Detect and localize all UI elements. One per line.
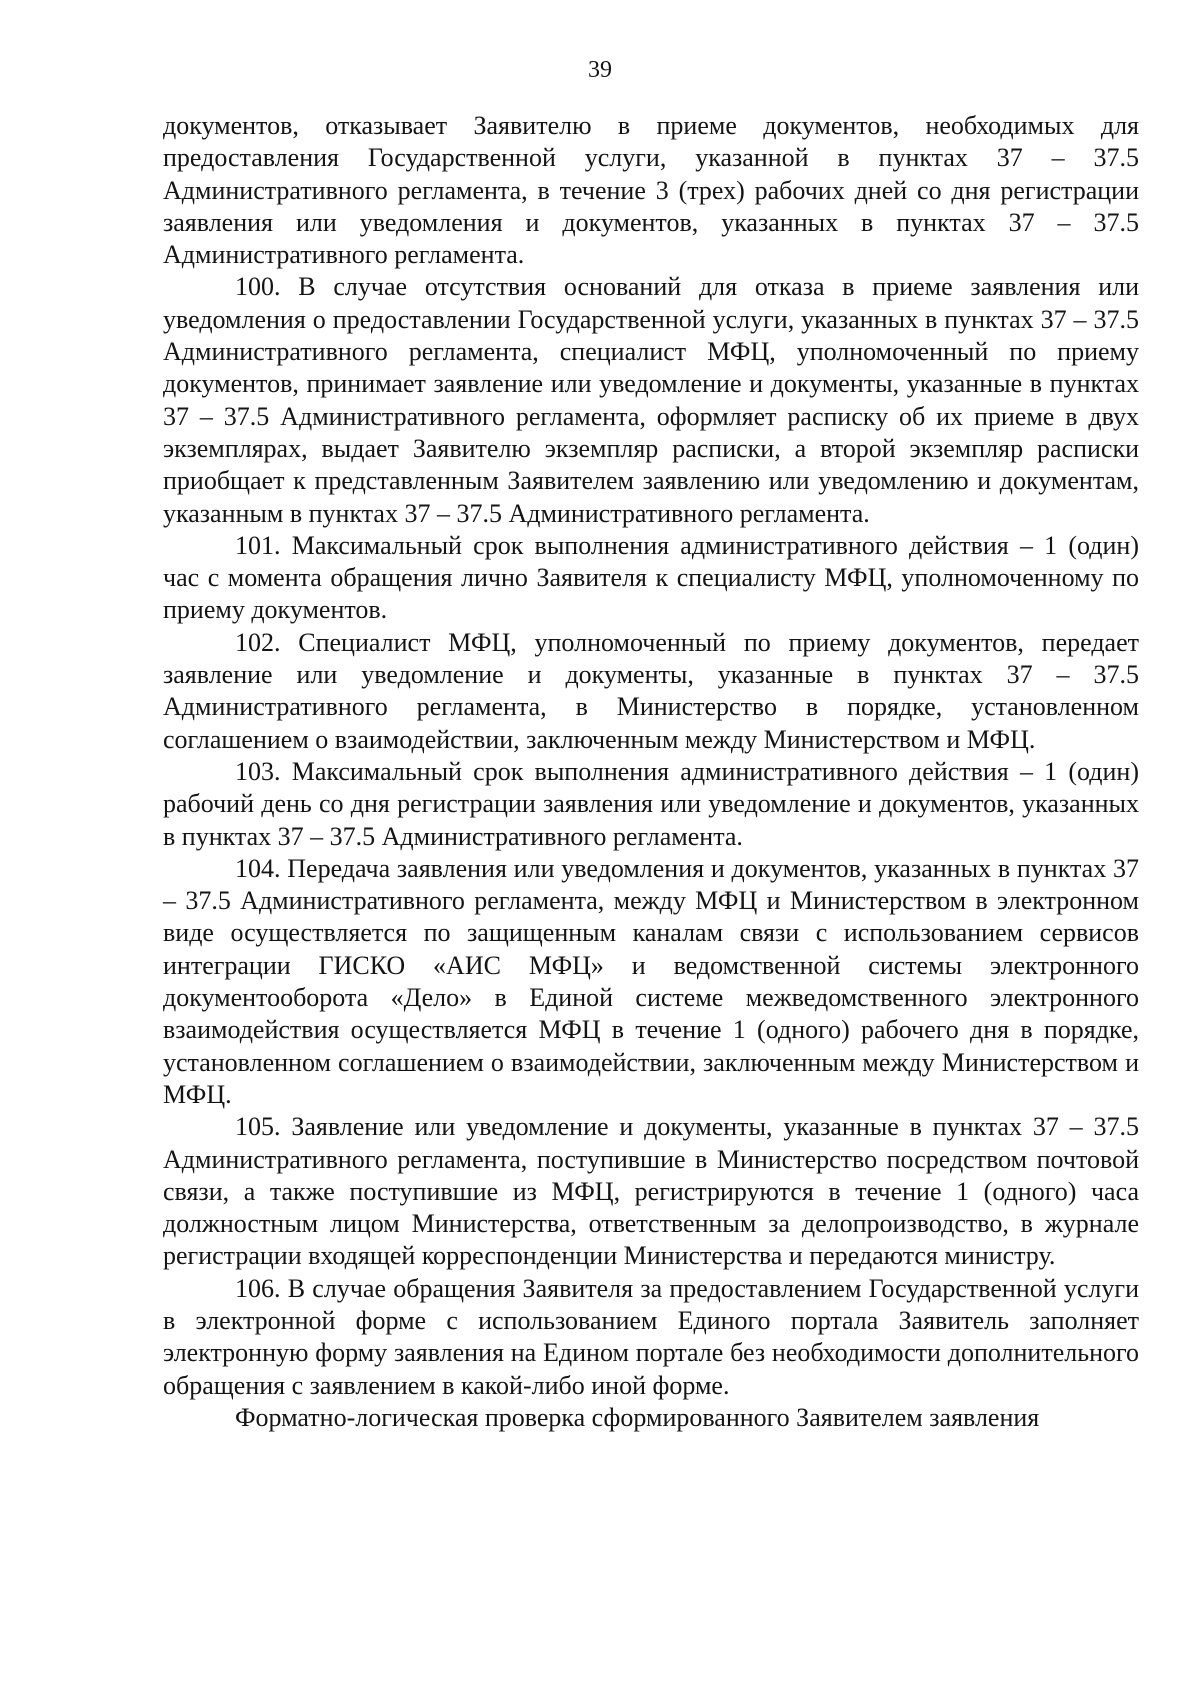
paragraph-format-check: Форматно-логическая проверка сформированного Заявителем заявления	[235, 1402, 1040, 1432]
paragraph-106: 106. В случае обращения Заявителя за предоставлением Государственной услуги в электронной форме с использованием Единого портала Заявитель заполняет электронную форму заявления на Едином портале без необходимости дополнительного обращения с заявлением в какой-либо иной форме.	[163, 1273, 1139, 1400]
paragraph-100: 100. В случае отсутствия оснований для отказа в приеме заявления или уведомления о предоставлении Государственной услуги, указанных в пунктах 37 – 37.5 Административного регламента, специалист МФЦ, уполномоченный по приему документов, принимает заявление или уведомление и документы, указанные в пунктах 37 – 37.5 Административного регламента, оформляет расписку об их приеме в двух экземплярах, выдает Заявителю экземпляр расписки, а второй экземпляр расписки приобщает к представленным Заявителем заявлению или уведомлению и документам, указанным в пунктах 37 – 37.5 Административного регламента.	[163, 272, 1139, 528]
paragraph-105: 105. Заявление или уведомление и документы, указанные в пунктах 37 – 37.5 Административного регламента, поступившие в Министерство посредством почтовой связи, а также поступившие из МФЦ, регистрируются в течение 1 (одного) часа должностным лицом Министерства, ответственным за делопроизводство, в журнале регистрации входящей корреспонденции Министерства и передаются министру.	[163, 1112, 1139, 1271]
page-number: 39	[588, 57, 612, 83]
paragraph-101: 101. Максимальный срок выполнения административного действия – 1 (один) час с момента обращения лично Заявителя к специалисту МФЦ, уполномоченному по приему документов.	[163, 530, 1139, 625]
paragraph-102: 102. Специалист МФЦ, уполномоченный по приему документов, передает заявление или уведомление и документы, указанные в пунктах 37 – 37.5 Административного регламента, в Министерство в порядке, установленном соглашением о взаимодействии, заключенным между Министерством и МФЦ.	[163, 627, 1139, 754]
paragraph-continuation: документов, отказывает Заявителю в приеме документов, необходимых для предоставления Государственной услуги, указанной в пунктах 37 – 37.5 Административного регламента, в течение 3 (трех) рабочих дней со дня регистрации заявления или уведомления и документов, указанных в пунктах 37 – 37.5 Административного регламента.	[163, 111, 1139, 270]
paragraph-104: 104. Передача заявления или уведомления и документов, указанных в пунктах 37 – 37.5 Административного регламента, между МФЦ и Министерством в электронном виде осуществляется по защищенным каналам связи с использованием сервисов интеграции ГИСКО «АИС МФЦ» и ведомственной системы электронного документооборота «Дело» в Единой системе межведомственного электронного взаимодействия осуществляется МФЦ в течение 1 (одного) рабочего дня в порядке, установленном соглашением о взаимодействии, заключенным между Министерством и МФЦ.	[163, 853, 1139, 1109]
paragraph-103: 103. Максимальный срок выполнения административного действия – 1 (один) рабочий день со дня регистрации заявления или уведомление и документов, указанных в пунктах 37 – 37.5 Административного регламента.	[163, 756, 1139, 851]
document-body	[163, 110, 1139, 1434]
